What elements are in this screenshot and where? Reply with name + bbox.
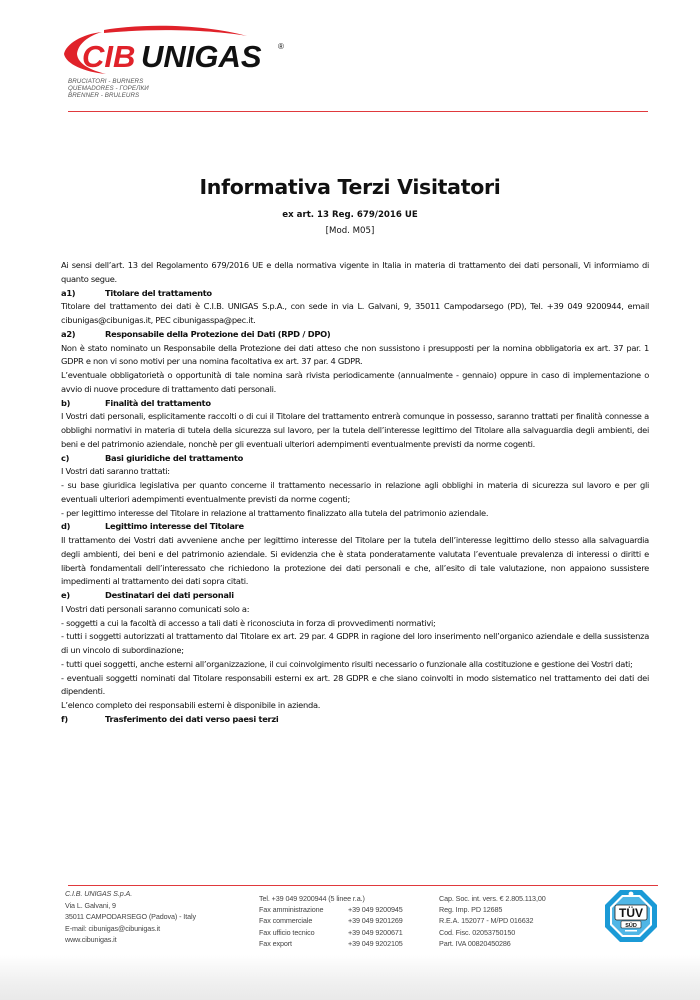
- footer-street: Via L. Galvani, 9: [65, 900, 116, 910]
- section-paragraph: - eventuali soggetti nominati dal Titolare responsabili esterni ex art. 28 GDPR e che siano coinvolti in modo sistematico nel trattamento dei dati dei dipendenti.: [61, 672, 649, 697]
- legal-line: Part. IVA 00820450286: [439, 938, 511, 948]
- fax-number: +39 049 9201269: [348, 916, 403, 926]
- section-paragraph: L’elenco completo dei responsabili esterni è disponibile in azienda.: [61, 700, 321, 710]
- fax-row: [259, 915, 403, 926]
- page-bottom-shadow: [0, 955, 700, 1000]
- module-code: [Mod. M05]: [325, 226, 375, 236]
- section-heading: [61, 397, 649, 411]
- fax-label: Fax ufficio tecnico: [259, 927, 315, 937]
- section-heading: [61, 452, 649, 466]
- section-title: Finalità del trattamento: [105, 397, 211, 408]
- footer-company-address: [65, 888, 196, 946]
- section-paragraph: L’eventuale obbligatorietà o opportunità di tale nomina sarà rivista periodicamente (annualmente - gennaio) oppure in caso di implementazione o avvio di nuove procedure di trattamento dati personali.: [61, 370, 649, 394]
- section-paragraph: Titolare del trattamento dei dati è C.I.B. UNIGAS S.p.A., con sede in via L. Galvani, 9, 35011 Campodarsego (PD), Tel. +39 049 9200944, email cibunigas@cibunigas.it, PEC cibunigasspa@pec.it.: [61, 301, 649, 325]
- registered-mark: ®: [278, 42, 284, 51]
- cib-unigas-logo: [62, 24, 292, 78]
- tuv-bottom-text: SÜD: [625, 923, 637, 929]
- footer-contacts: [259, 893, 403, 949]
- legal-line: Cap. Soc. int. vers. € 2.805.113,00: [439, 894, 546, 903]
- footer-email: E-mail: cibunigas@cibunigas.it: [65, 923, 160, 933]
- section-paragraph: Il trattamento dei Vostri dati avveniene anche per legittimo interesse del Titolare per la tutela dell’interesse legittimo dello stesso alla salvaguardia degli ambienti, dei beni e del patrimonio aziendale. Si evidenzia che è stata ponderatamente valutata l’eventuale prevalenza di interessi o diritti e libertà fondamentali dell’interessato che richiedono la protezione dei dati personali e che, all’esito di tale valutazione, non appaiono sussistere impedimenti al trattamento dei dati sopra citati.: [61, 535, 649, 587]
- footer-city: 35011 CAMPODARSEGO (Padova) - Italy: [65, 912, 196, 922]
- section-number: d): [61, 521, 71, 532]
- header-divider: [68, 111, 648, 112]
- section-title: Trasferimento dei dati verso paesi terzi: [105, 713, 279, 724]
- section-title: Destinatari dei dati personali: [105, 590, 234, 600]
- tuv-top-text: TÜV: [619, 906, 643, 920]
- tagline-line: QUEMADORES - ГОРЕЛКИ: [68, 85, 149, 93]
- section-heading: [61, 589, 649, 603]
- footer-company-name: C.I.B. UNIGAS S.p.A.: [65, 889, 133, 898]
- logo-unigas-text: UNIGAS: [141, 39, 262, 74]
- logo-cib-text: CIB: [82, 39, 136, 74]
- section-title: Legittimo interesse del Titolare: [105, 521, 244, 532]
- section-paragraph: - per legittimo interesse del Titolare in relazione al trattamento finalizzato alla tutela del patrimonio aziendale.: [61, 507, 489, 518]
- section-paragraph: - tutti i soggetti autorizzati al trattamento dal Titolare ex art. 29 par. 4 GDPR in ragione del loro inserimento nell’organico aziendale e della sussistenza di un vincolo di subordinazione;: [61, 631, 649, 655]
- section-title: Responsabile della Protezione dei Dati (RPD / DPO): [105, 328, 331, 339]
- sections-container: [61, 287, 649, 727]
- legal-line: Cod. Fisc. 02053750150: [439, 927, 516, 937]
- footer-website: www.cibunigas.it: [65, 935, 117, 945]
- document-body: [61, 259, 649, 727]
- section-heading: [61, 328, 649, 342]
- section-paragraph: Non è stato nominato un Responsabile della Protezione dei dati atteso che non sussistono i presupposti per la nomina obbligatoria ex art. 37 par. 1 GDPR e non vi sono motivi per una nomina facoltativa ex art. 37 par. 4 GDPR.: [61, 342, 649, 367]
- fax-label: Fax commerciale: [259, 916, 313, 926]
- footer-divider: [68, 885, 658, 886]
- section-paragraph: - su base giuridica legislativa per quanto concerne il trattamento necessario in relazione agli obblighi in materia di sicurezza sul lavoro e per gli eventuali ulteriori adempimenti eventualmente previsti da norme cogenti;: [61, 480, 649, 504]
- intro-paragraph: Ai sensi dell’art. 13 del Regolamento 679/2016 UE e della normativa vigente in Italia in materia di trattamento dei dati personali, Vi informiamo di quanto segue.: [61, 260, 649, 284]
- tuv-sud-certification-icon: [603, 888, 659, 944]
- tagline-line: BRENNER - BRULEURS: [68, 92, 140, 100]
- fax-number: +39 049 9202105: [348, 938, 403, 948]
- section-paragraph: - tutti quei soggetti, anche esterni all’organizzazione, il cui coinvolgimento risulti necessario o funzionale alla costituzione e gestione dei Vostri dati;: [61, 658, 633, 669]
- section-number: e): [61, 590, 70, 600]
- section-paragraph: I Vostri dati personali saranno comunicati solo a:: [61, 603, 250, 614]
- section-title: Basi giuridiche del trattamento: [105, 452, 243, 463]
- fax-row: [259, 927, 403, 938]
- section-paragraph: I Vostri dati personali, esplicitamente raccolti o di cui il Titolare del trattamento entrerà comunque in possesso, saranno trattati per finalità connesse a obblighi normativi in materia di tutela della sicurezza sul lavoro, per la tutela dell’interesse legittimo del Titolare alla salvaguardia degli ambienti, dei beni e del patrimonio aziendale, nonchè per gli eventuali ulteriori adempimenti eventualmente previsti da norme cogenti.: [61, 411, 649, 449]
- tagline-line: BRUCIATORI - BURNERS: [68, 78, 144, 85]
- section-paragraph: I Vostri dati saranno trattati:: [61, 466, 170, 477]
- footer-legal-info: [439, 893, 546, 949]
- document-subtitle: ex art. 13 Reg. 679/2016 UE: [282, 210, 418, 220]
- fax-label: Fax amministrazione: [259, 905, 324, 915]
- section-number: c): [61, 452, 70, 463]
- fax-label: Fax export: [259, 938, 292, 948]
- fax-row: [259, 938, 403, 949]
- section-number: a2): [61, 328, 76, 339]
- document-title: Informativa Terzi Visitatori: [199, 175, 501, 199]
- section-heading: [61, 713, 649, 727]
- legal-line: Reg. Imp. PD 12685: [439, 905, 503, 915]
- section-paragraph: - soggetti a cui la facoltà di accesso a tali dati è riconosciuta in forza di provvedimenti normativi;: [61, 617, 436, 628]
- fax-number: +39 049 9200945: [348, 905, 403, 915]
- logo-tagline: [68, 78, 149, 100]
- footer-phone: Tel. +39 049 9200944 (5 linee r.a.): [259, 894, 365, 903]
- logo-swoosh-icon: [62, 24, 292, 78]
- section-title: Titolare del trattamento: [105, 287, 212, 298]
- legal-line: R.E.A. 152077 - M/PD 016632: [439, 916, 534, 926]
- section-heading: [61, 520, 649, 534]
- section-heading: [61, 287, 649, 301]
- fax-number: +39 049 9200671: [348, 927, 403, 937]
- section-number: a1): [61, 287, 76, 298]
- section-number: b): [61, 397, 71, 408]
- fax-row: [259, 904, 403, 915]
- section-number: f): [61, 713, 68, 724]
